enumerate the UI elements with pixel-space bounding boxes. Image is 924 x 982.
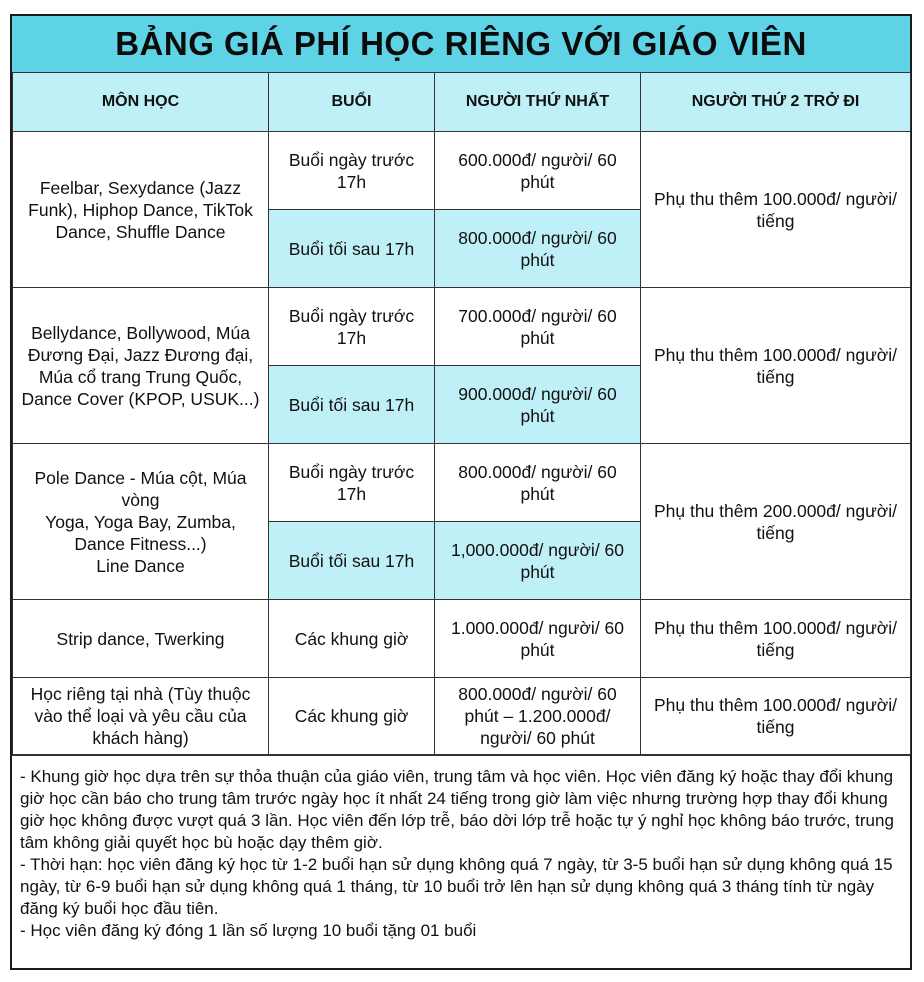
- subject-line: Pole Dance - Múa cột, Múa vòng: [34, 467, 247, 510]
- table-header-row: [13, 73, 911, 132]
- extra-fee-cell: Phụ thu thêm 100.000đ/ người/ tiếng: [641, 600, 911, 678]
- subject-cell: [13, 444, 269, 600]
- price-table: [12, 72, 911, 755]
- session-cell: Buổi tối sau 17h: [269, 210, 435, 288]
- subject-line: Line Dance: [96, 555, 185, 576]
- header-subject: MÔN HỌC: [13, 73, 269, 132]
- subject-cell: Strip dance, Twerking: [13, 600, 269, 678]
- note-paragraph: - Học viên đăng ký đóng 1 lần số lượng 10 buổi tặng 01 buổi: [20, 921, 477, 940]
- price-table-frame: [10, 14, 912, 970]
- session-cell: Buổi ngày trước 17h: [269, 288, 435, 366]
- price-cell: 800.000đ/ người/ 60 phút – 1.200.000đ/ người/ 60 phút: [435, 678, 641, 755]
- table-row: [13, 288, 911, 366]
- subject-cell: Học riêng tại nhà (Tùy thuộc vào thể loại và yêu cầu của khách hàng): [13, 678, 269, 755]
- table-row: [13, 444, 911, 522]
- note-paragraph: - Khung giờ học dựa trên sự thỏa thuận của giáo viên, trung tâm và học viên. Học viên đăng ký hoặc thay đổi khung giờ học cần báo cho trung tâm trước ngày học ít nhất 24 tiếng trong giờ làm việc nhưng trường hợp thay đổi khung giờ học không được vượt quá 3 lần. Học viên đến lớp trễ, báo dời lớp trễ hoặc tự ý nghỉ học không báo trước, trung tâm không giải quyết học bù hoặc dạy thêm giờ.: [20, 767, 894, 852]
- price-cell: 700.000đ/ người/ 60 phút: [435, 288, 641, 366]
- header-second-person: NGƯỜI THỨ 2 TRỞ ĐI: [641, 73, 911, 132]
- page-title: BẢNG GIÁ PHÍ HỌC RIÊNG VỚI GIÁO VIÊN: [12, 16, 910, 73]
- session-cell: Các khung giờ: [269, 600, 435, 678]
- extra-fee-cell: Phụ thu thêm 100.000đ/ người/ tiếng: [641, 132, 911, 288]
- price-cell: 1.000.000đ/ người/ 60 phút: [435, 600, 641, 678]
- subject-cell: Bellydance, Bollywood, Múa Đương Đại, Jazz Đương đại, Múa cổ trang Trung Quốc, Dance Cover (KPOP, USUK...): [13, 288, 269, 444]
- price-cell: 1,000.000đ/ người/ 60 phút: [435, 522, 641, 600]
- table-row: [13, 678, 911, 755]
- extra-fee-cell: Phụ thu thêm 100.000đ/ người/ tiếng: [641, 288, 911, 444]
- header-first-person: NGƯỜI THỨ NHẤT: [435, 73, 641, 132]
- subject-cell: Feelbar, Sexydance (Jazz Funk), Hiphop Dance, TikTok Dance, Shuffle Dance: [13, 132, 269, 288]
- session-cell: Buổi tối sau 17h: [269, 522, 435, 600]
- note-paragraph: - Thời hạn: học viên đăng ký học từ 1-2 buổi hạn sử dụng không quá 7 ngày, từ 3-5 buổi hạn sử dụng không quá 15 ngày, từ 6-9 buổi hạn sử dụng không quá 1 tháng, từ 10 buổi trở lên hạn sử dụng không quá 3 tháng tính từ ngày đăng ký buổi học đầu tiên.: [20, 855, 893, 918]
- extra-fee-cell: Phụ thu thêm 200.000đ/ người/ tiếng: [641, 444, 911, 600]
- session-cell: Buổi ngày trước 17h: [269, 444, 435, 522]
- price-cell: 900.000đ/ người/ 60 phút: [435, 366, 641, 444]
- header-session: BUỔI: [269, 73, 435, 132]
- table-row: [13, 600, 911, 678]
- subject-line: Yoga, Yoga Bay, Zumba, Dance Fitness...): [45, 511, 236, 554]
- price-cell: 600.000đ/ người/ 60 phút: [435, 132, 641, 210]
- session-cell: Buổi ngày trước 17h: [269, 132, 435, 210]
- session-cell: Buổi tối sau 17h: [269, 366, 435, 444]
- table-row: [13, 132, 911, 210]
- notes-section: [12, 755, 910, 968]
- price-cell: 800.000đ/ người/ 60 phút: [435, 444, 641, 522]
- price-cell: 800.000đ/ người/ 60 phút: [435, 210, 641, 288]
- session-cell: Các khung giờ: [269, 678, 435, 755]
- extra-fee-cell: Phụ thu thêm 100.000đ/ người/ tiếng: [641, 678, 911, 755]
